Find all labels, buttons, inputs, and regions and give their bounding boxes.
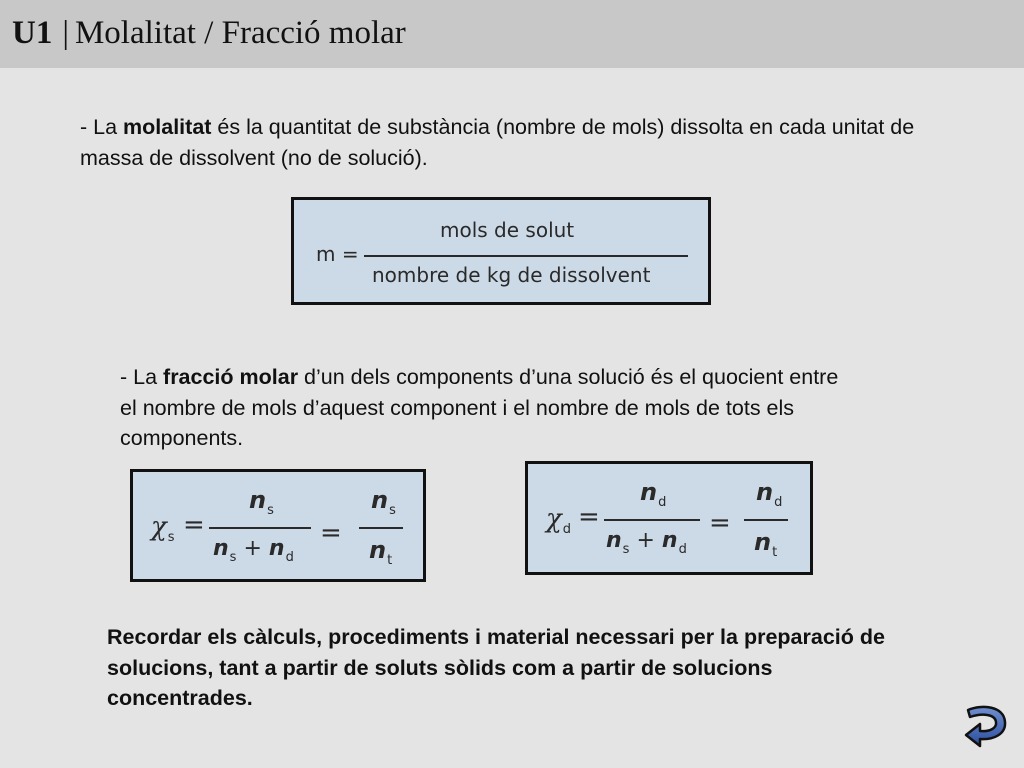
molality-term: molalitat (123, 115, 212, 139)
solvent-denominator-2: $n_t$ (754, 528, 778, 560)
solute-chi: $\chi_s$ (151, 512, 175, 545)
title-bar (0, 0, 1024, 68)
solute-numerator-2: $n_s$ (371, 486, 396, 518)
molality-formula-box (291, 197, 711, 305)
molality-fraction-bar (364, 255, 688, 257)
solvent-chi: $\chi_d$ (546, 504, 572, 537)
solute-equals-2: = (320, 518, 342, 548)
solute-denominator: $n_s + n_d$ (213, 536, 294, 565)
solvent-denominator: $n_s + n_d$ (606, 528, 687, 557)
solvent-numerator-2: $n_d$ (756, 478, 783, 510)
molality-lhs: m = (316, 242, 359, 266)
return-arrow-icon[interactable] (960, 700, 1010, 748)
solvent-fraction-bar-2 (744, 519, 788, 521)
solvent-equals-1: = (578, 502, 600, 532)
solute-numerator: $n_s$ (249, 486, 274, 518)
mole-fraction-prefix: - La (120, 365, 164, 389)
solute-equals-1: = (183, 510, 205, 540)
title-separator: | (62, 15, 69, 51)
molality-denominator: nombre de kg de dissolvent (372, 263, 651, 287)
molality-prefix: - La (80, 115, 124, 139)
mole-fraction-paragraph (120, 362, 840, 454)
solvent-fraction-bar-1 (604, 519, 700, 521)
solute-fraction-bar-2 (359, 527, 403, 529)
molality-numerator: mols de solut (440, 218, 575, 242)
molality-text: és la quantitat de substància (nombre de mols) dissolta en cada unitat de massa de dissolvent (no de solució). (80, 115, 915, 170)
mole-fraction-text: d’un dels components d’una solució és el quocient entre el nombre de mols d’aquest component i el nombre de mols de tots els components. (120, 365, 839, 450)
solvent-fraction-formula-box (525, 461, 813, 575)
solute-fraction-formula-box (130, 469, 426, 582)
mole-fraction-term: fracció molar (163, 365, 299, 389)
page-title (12, 15, 406, 52)
solute-fraction-bar-1 (209, 527, 311, 529)
solvent-numerator: $n_d$ (640, 478, 667, 510)
title-text: Molalitat / Fracció molar (74, 15, 406, 51)
solvent-equals-2: = (709, 508, 731, 538)
unit-label: U1 (12, 15, 53, 51)
reminder-paragraph: Recordar els càlculs, procediments i material necessari per la preparació de solucions, tant a partir de soluts sòlids com a partir de solucions concentrades. (107, 625, 885, 710)
solute-denominator-2: $n_t$ (369, 536, 393, 568)
molality-paragraph (80, 112, 930, 173)
